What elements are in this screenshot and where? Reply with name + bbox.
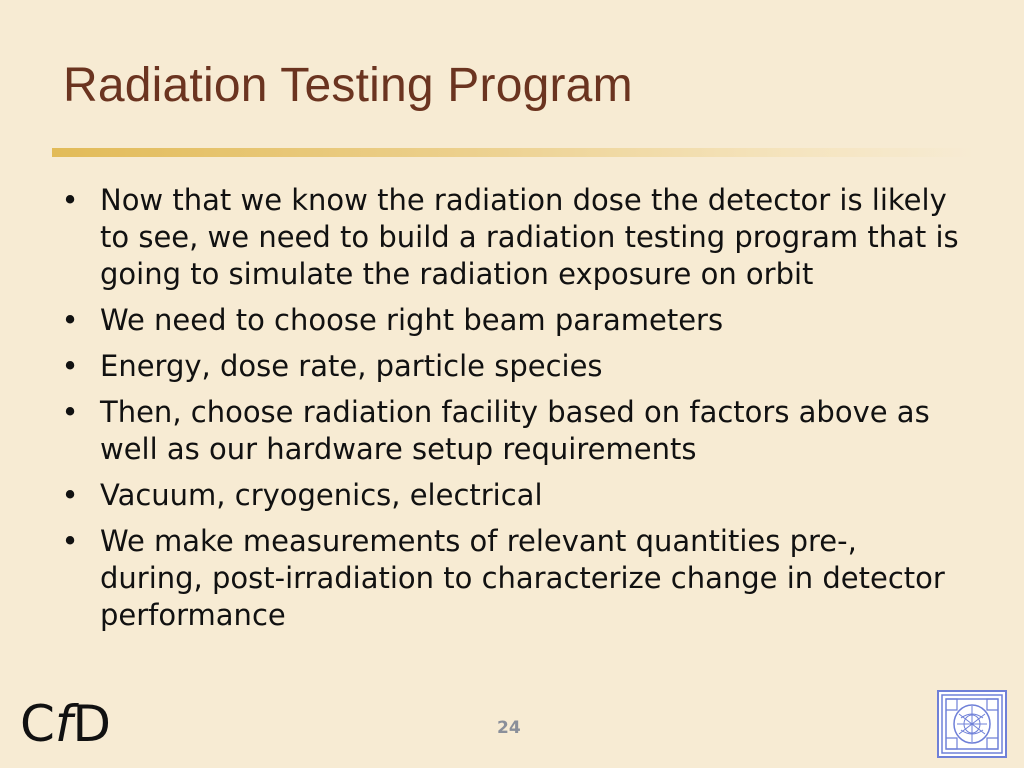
logo-letter-f: f (54, 695, 73, 753)
bullet-dot: • (61, 183, 79, 217)
bullet-dot: • (61, 478, 79, 512)
bullet-item (60, 302, 960, 339)
logo-letter-c: C (20, 695, 55, 753)
bullet-dot: • (61, 303, 79, 337)
bullet-list (60, 182, 960, 643)
institution-crest-icon (937, 690, 1007, 758)
bullet-item (60, 182, 960, 293)
bullet-dot: • (61, 524, 79, 558)
bullet-text: Energy, dose rate, particle species (100, 349, 603, 383)
bullet-item (60, 477, 960, 514)
logo-letter-d: D (72, 695, 112, 753)
bullet-item (60, 394, 960, 468)
bullet-text: Then, choose radiation facility based on factors above as well as our hardware setup requirements (100, 395, 930, 466)
bullet-text: Now that we know the radiation dose the detector is likely to see, we need to build a radiation testing program that is going to simulate the radiation exposure on orbit (100, 183, 959, 291)
bullet-dot: • (61, 395, 79, 429)
bullet-text: We make measurements of relevant quantities pre-, during, post-irradiation to characterize change in detector performance (100, 524, 945, 632)
bullet-text: Vacuum, cryogenics, electrical (100, 478, 543, 512)
page-number: 24 (497, 718, 521, 738)
cfd-logo (20, 694, 111, 754)
bullet-text: We need to choose right beam parameters (100, 303, 724, 337)
title-divider (52, 148, 974, 157)
bullet-dot: • (61, 349, 79, 383)
slide-title: Radiation Testing Program (63, 59, 633, 112)
bullet-item (60, 348, 960, 385)
bullet-item (60, 523, 960, 634)
